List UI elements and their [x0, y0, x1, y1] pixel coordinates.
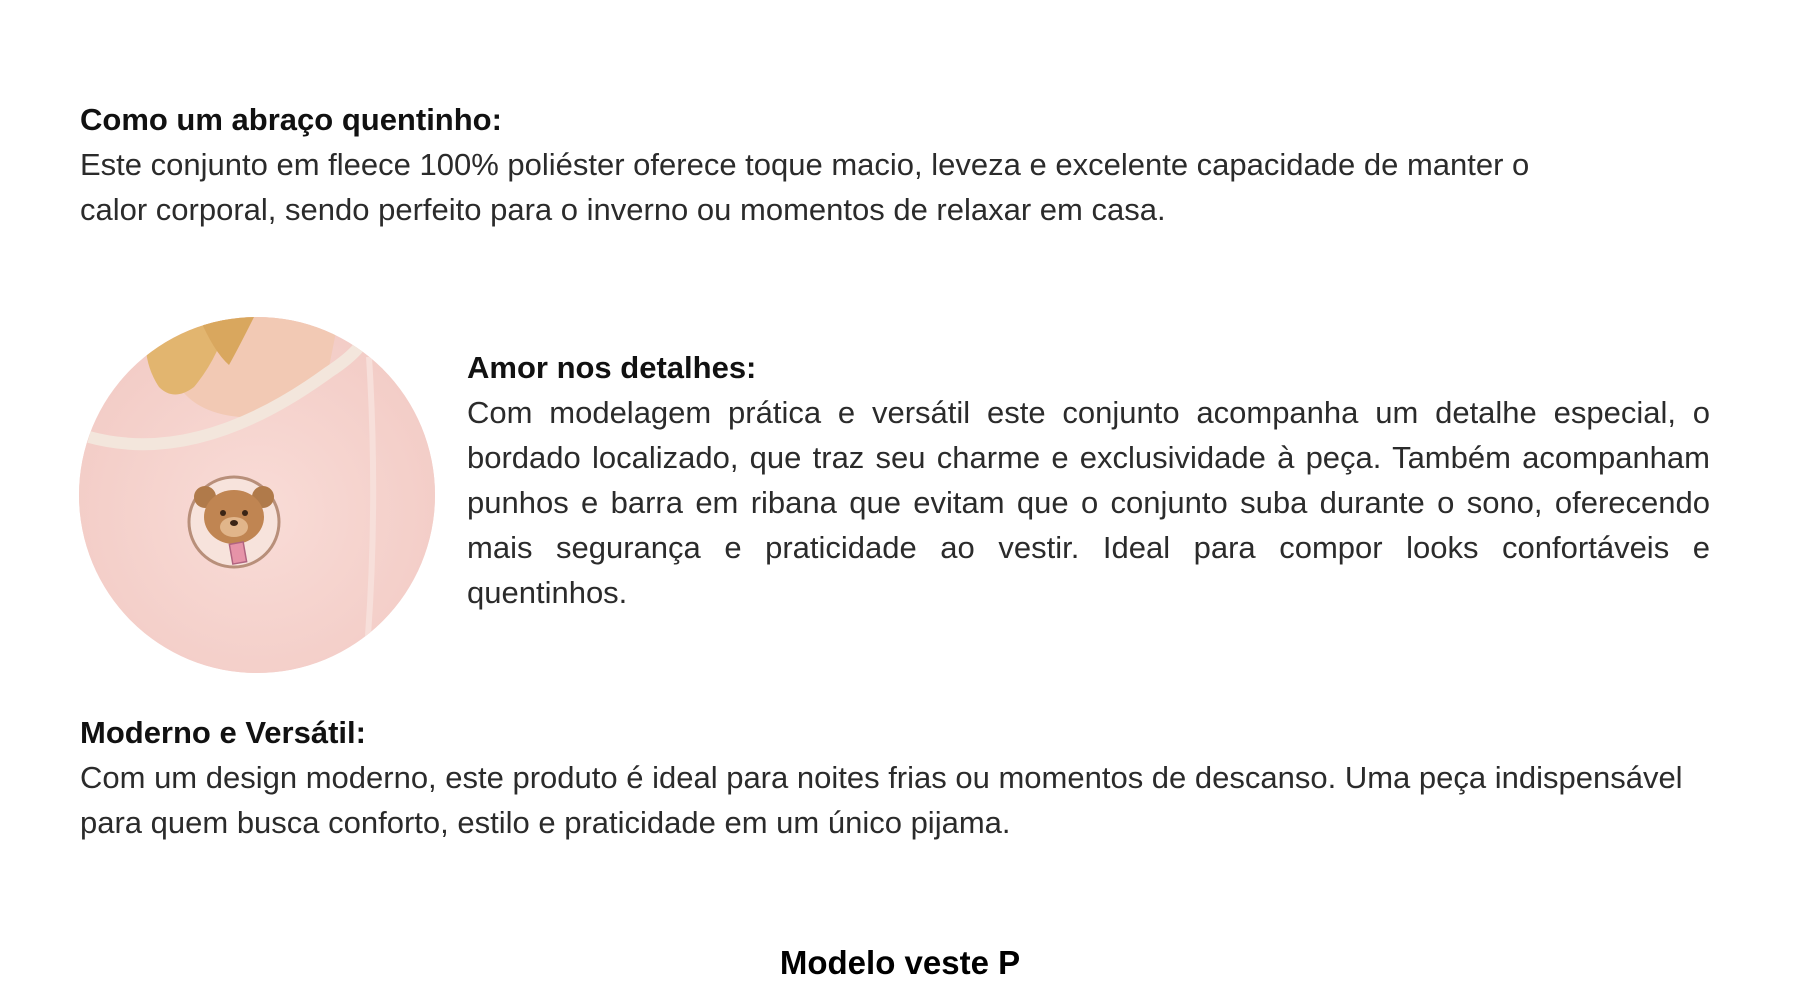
section-heading-moderno: Moderno e Versátil:: [80, 715, 366, 750]
section-heading-detalhes: Amor nos detalhes:: [467, 350, 757, 385]
section-text-moderno: Com um design moderno, este produto é ideal para noites frias ou momentos de descanso. Uma peça indispensável para quem busca conforto, estilo e praticidade em um único pijama.: [80, 760, 1683, 840]
section-heading-abraco: Como um abraço quentinho:: [80, 102, 502, 137]
section-text-abraco: Este conjunto em fleece 100% poliéster oferece toque macio, leveza e excelente capacidade de manter o calor corporal, sendo perfeito para o inverno ou momentos de relaxar em casa.: [80, 147, 1530, 227]
model-size-note: Modelo veste P: [779, 944, 1021, 981]
embroidered-bear-illustration: [79, 317, 435, 673]
product-detail-photo: [79, 317, 435, 673]
section-text-detalhes: Com modelagem prática e versátil este conjunto acompanha um detalhe especial, o bordado localizado, que traz seu charme e exclusividade à peça. Também acompanham punhos e barra em ribana que evitam que o conjunto suba durante o sono, oferecendo mais segurança e praticidade ao vestir. Ideal para compor looks confortáveis e quentinhos.: [467, 395, 1710, 610]
